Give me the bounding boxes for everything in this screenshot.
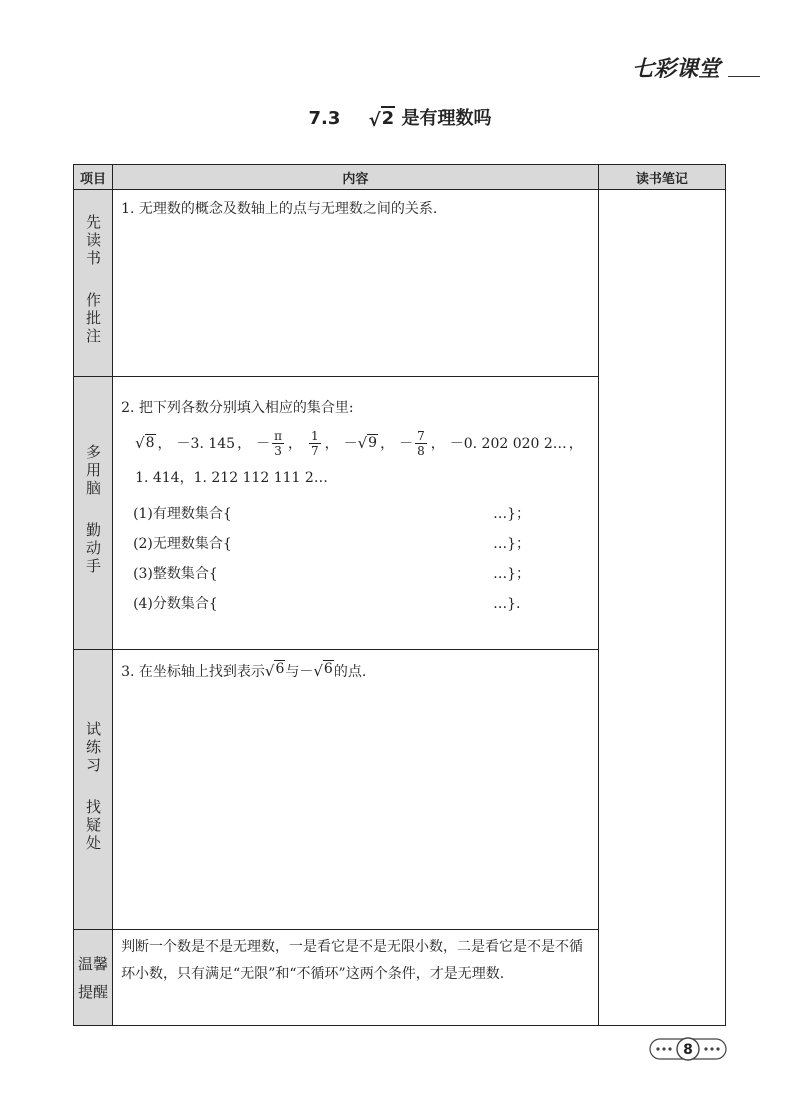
question-3: 3. 在坐标轴上找到表示 √ 6 与－ √ 6 的点. <box>121 661 367 680</box>
row-label <box>74 650 113 930</box>
tip-text: 判断一个数是不是无理数，一是看它是不是无限小数，二是看它是不是不循环小数，只有满足“无限”和“不循环”这两个条件，才是无理数. <box>121 939 584 982</box>
header-content: 内容 <box>113 165 599 190</box>
fraction-pi-over-3: $\frac{\pi}{3}$ <box>274 428 282 458</box>
row-content <box>113 650 599 930</box>
sqrt-8: √ 8 <box>135 434 155 452</box>
title-radicand: 2 <box>381 108 395 129</box>
set-irrational: (2)无理数集合{ …}； <box>133 536 530 552</box>
reading-table <box>73 164 726 1026</box>
table-row <box>74 190 726 377</box>
fraction-1-over-7: $\frac{1}{7}$ <box>310 428 319 458</box>
page-number-badge <box>648 1036 728 1062</box>
notes-area[interactable] <box>598 190 725 1026</box>
row-label-top: 温馨 <box>78 954 109 973</box>
sqrt-6-negative: √ 6 <box>313 661 333 680</box>
title-text: 是有理数吗 <box>401 108 492 129</box>
row-content <box>113 930 599 1026</box>
number-list: √ 8 ， －3. 145 ， － $\frac{\pi}{3}$ ， $\frac{1}{7}$ ， － √ 9 ， － $\frac{7}{8}$ ， －0. 202 020 2… ， <box>135 428 583 458</box>
question-2: 2. 把下列各数分别填入相应的集合里: <box>121 400 354 416</box>
section-number: 7.3 <box>308 108 341 129</box>
row-label-bottom: 找疑处 <box>84 798 103 853</box>
set-fraction: (4)分数集合{ …}. <box>133 596 521 612</box>
row-label-top: 试练习 <box>84 720 103 775</box>
header-item: 项目 <box>74 165 113 190</box>
number-item: －0. 202 020 2… <box>449 436 567 452</box>
number-item: －3. 145 <box>176 436 236 452</box>
fraction-7-over-8: $\frac{7}{8}$ <box>417 428 425 458</box>
row-label-top: 多用脑 <box>84 444 103 498</box>
sqrt-9: √ 9 <box>357 434 378 452</box>
set-rational: (1)有理数集合{ …}； <box>133 506 530 522</box>
page-number: 8 <box>683 1042 693 1058</box>
row-label <box>74 377 113 650</box>
brand-rule <box>728 76 760 77</box>
page-title <box>0 104 800 130</box>
brand-logo <box>630 50 730 84</box>
row-label-top: 先读书 <box>84 214 103 268</box>
brand-logo-text: 七彩课堂 <box>632 56 721 82</box>
header-notes: 读书笔记 <box>598 165 725 190</box>
question-1: 1. 无理数的概念及数轴上的点与无理数之间的关系. <box>121 201 438 217</box>
sqrt-6: √ 6 <box>264 661 285 680</box>
title-radical: √ 2 <box>368 108 395 131</box>
row-label-bottom: 作批注 <box>84 292 103 346</box>
row-label-bottom: 勤动手 <box>84 522 103 576</box>
row-label <box>74 930 113 1026</box>
number-list-line-2: 1. 414，1. 212 112 111 2… <box>135 470 328 486</box>
table-header-row <box>74 165 726 190</box>
row-label <box>74 190 113 377</box>
set-integer: (3)整数集合{ …}； <box>133 566 530 582</box>
row-content <box>113 377 599 650</box>
row-label-bottom: 提醒 <box>78 982 109 1001</box>
row-content <box>113 190 599 377</box>
